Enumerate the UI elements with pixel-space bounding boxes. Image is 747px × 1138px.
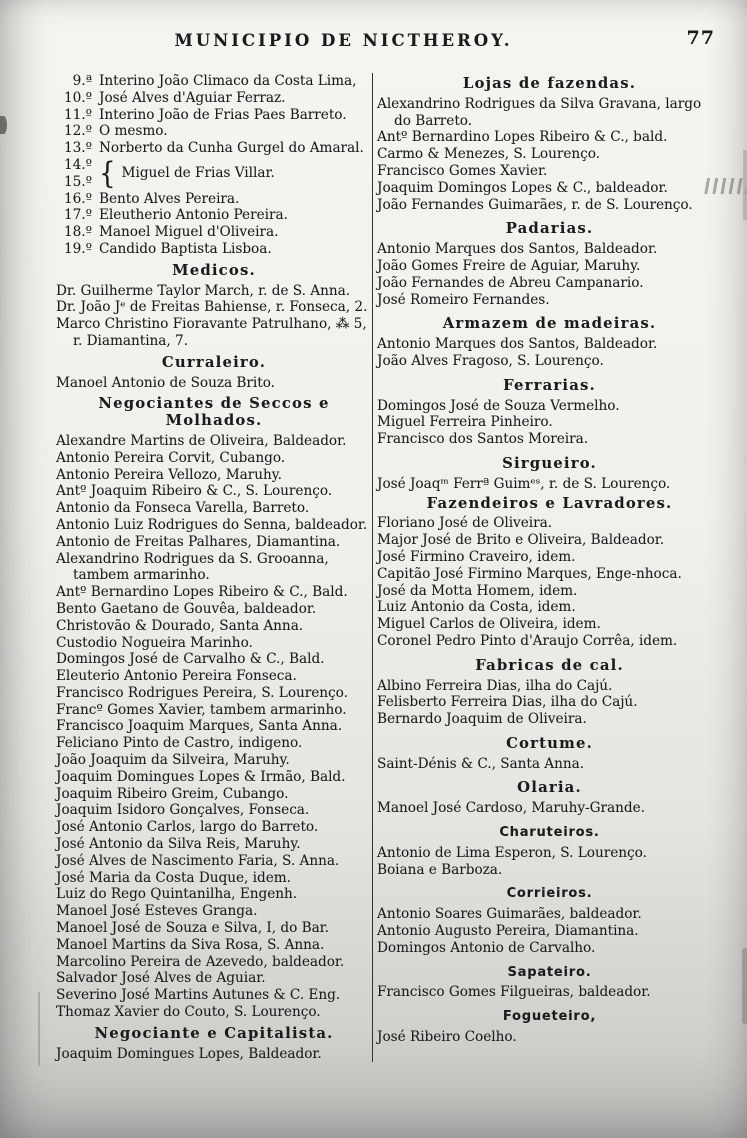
list-entry: Feliciano Pinto de Castro, indigeno. <box>56 735 303 752</box>
list-entry: Christovão & Dourado, Santa Anna. <box>56 617 304 634</box>
list-entry: José Joaqᵐ Ferrª Guimᵉˢ, r. de S. Lourenço. <box>377 475 671 492</box>
section-entries <box>377 515 722 649</box>
list-entry: Miguel Carlos de Oliveira, idem. <box>377 616 601 633</box>
section-heading: Olaria. <box>517 779 582 797</box>
list-entry: Antonio Pereira Corvit, Cubango. <box>56 449 286 466</box>
section-curraleiro <box>56 355 372 392</box>
page-number: 77 <box>686 27 715 49</box>
list-entry: Joaquim Isidoro Gonçalves, Fonseca. <box>56 802 310 819</box>
entry-text: Interino João Climaco da Costa Lima, <box>99 73 357 89</box>
numbered-entry <box>56 241 372 258</box>
list-entry: Alexandrino Rodrigues da S. Grooanna, tambem armarinho. <box>56 550 329 584</box>
entry-number: 15.º <box>63 173 92 190</box>
two-column-layout <box>0 73 747 1062</box>
list-entry: Antonio da Fonseca Varella, Barreto. <box>56 500 310 517</box>
entry-text: Miguel de Frias Villar. <box>121 165 275 182</box>
list-entry: José Firmino Craveiro, idem. <box>377 548 576 565</box>
entry-text: Interino João de Frias Paes Barreto. <box>99 106 347 123</box>
section-heading: Corrieiros. <box>506 886 593 902</box>
list-entry: Thomaz Xavier do Couto, S. Lourenço. <box>56 1004 321 1021</box>
section-heading: Cortume. <box>506 734 593 752</box>
list-entry: Domingos Antonio de Carvalho. <box>377 939 596 956</box>
list-entry: Antonio Soares Guimarães, baldeador. <box>377 906 642 923</box>
entry-number: 17.º <box>63 207 92 224</box>
list-entry: Saint-Dénis & C., Santa Anna. <box>377 755 585 772</box>
section-entries <box>377 398 722 448</box>
list-entry: Dr. Guilherme Taylor March, r. de S. Anna. <box>56 282 351 299</box>
section-cortume <box>377 736 722 773</box>
list-entry: Francisco dos Santos Moreira. <box>377 431 589 448</box>
section-heading: Ferrarias. <box>503 376 596 394</box>
numbered-officials-list <box>56 73 372 258</box>
numbered-entry-group <box>56 157 372 191</box>
list-entry: Floriano José de Oliveira. <box>377 515 553 532</box>
section-entries <box>56 283 372 350</box>
list-entry: Joaquim Ribeiro Greim, Cubango. <box>56 785 289 802</box>
page-header <box>0 0 747 63</box>
list-entry: Luiz do Rego Quintanilha, Engenh. <box>56 886 298 903</box>
list-entry: Francº Gomes Xavier, tambem armarinho. <box>56 701 347 718</box>
list-entry: Manoel Martins da Siva Rosa, S. Anna. <box>56 936 325 953</box>
entry-number: 9.ª <box>72 73 92 89</box>
entry-number: 10.º <box>63 89 92 106</box>
section-sapateiro <box>377 965 722 1002</box>
section-negociantes-seccos-molhados <box>56 396 372 1020</box>
section-negociante-capitalista <box>56 1026 372 1063</box>
section-heading: Sirgueiro. <box>502 454 597 472</box>
entry-number: 14.º <box>63 156 92 173</box>
list-entry: Antonio Luiz Rodrigues do Senna, baldeador. <box>56 516 368 533</box>
list-entry: Manoel José de Souza e Silva, I, do Bar. <box>56 920 329 937</box>
numbered-entry <box>56 73 372 90</box>
numbered-entry <box>56 123 372 140</box>
entry-text: O mesmo. <box>99 123 168 140</box>
section-medicos <box>56 263 372 350</box>
section-fazendeiros-e-lavradores <box>377 496 722 650</box>
entry-text: Manoel Miguel d'Oliveira. <box>99 224 279 241</box>
section-fabricas-de-cal <box>377 658 722 728</box>
section-heading: Negociantes de Seccos e Molhados. <box>98 395 330 430</box>
list-entry: João Fernandes de Abreu Campanario. <box>377 274 644 291</box>
list-entry: Antonio Pereira Vellozo, Maruhy. <box>56 466 282 483</box>
list-entry: José Alves de Nascimento Faria, S. Anna. <box>56 852 340 869</box>
entry-text: Candido Baptista Lisboa. <box>99 240 272 257</box>
list-entry: José Antonio da Silva Reis, Maruhy. <box>56 836 301 853</box>
list-entry: José Antonio Carlos, largo do Barreto. <box>56 819 319 836</box>
list-entry: Felisberto Ferreira Dias, ilha do Cajú. <box>377 694 638 711</box>
section-heading: Lojas de fazendas. <box>462 75 637 92</box>
list-entry: Carmo & Menezes, S. Lourenço. <box>377 146 601 163</box>
list-entry: José Ribeiro Coelho. <box>377 1029 517 1046</box>
list-entry: João Alves Fragoso, S. Lourenço. <box>377 352 604 369</box>
list-entry: Francisco Gomes Xavier. <box>377 162 548 179</box>
section-entries <box>377 906 722 956</box>
list-entry: Antº Bernardino Lopes Ribeiro & C., bald. <box>377 129 668 146</box>
section-ferrarias <box>377 378 722 448</box>
list-entry: José Maria da Costa Duque, idem. <box>56 869 291 886</box>
list-entry: Coronel Pedro Pinto d'Araujo Corrêa, idem. <box>377 632 678 649</box>
list-entry: Custodio Nogueira Marinho. <box>56 634 253 651</box>
section-armazem-de-madeiras <box>377 316 722 369</box>
section-entries <box>56 433 372 1021</box>
section-heading: Armazem de madeiras. <box>442 315 657 333</box>
list-entry: Francisco Gomes Filgueiras, baldeador. <box>377 984 651 1001</box>
list-entry: João Gomes Freire de Aguiar, Maruhy. <box>377 257 641 274</box>
list-entry: Alexandrino Rodrigues da Silva Gravana, largo do Barreto. <box>377 95 702 129</box>
list-entry: Domingos José de Carvalho & C., Bald. <box>56 651 325 668</box>
list-entry: Miguel Ferreira Pinheiro. <box>377 414 553 431</box>
entry-text: Norberto da Cunha Gurgel do Amaral. <box>99 140 364 157</box>
section-entries <box>56 375 372 392</box>
list-entry: João Fernandes Guimarães, r. de S. Lourenço. <box>377 196 693 213</box>
section-entries <box>377 984 722 1001</box>
entry-text: José Alves d'Aguiar Ferraz. <box>99 89 286 106</box>
section-sirgueiro <box>377 456 722 493</box>
numbered-entry <box>56 224 372 241</box>
list-entry: Marco Christino Fioravante Patrulhano, ⁂ 5, r. Diamantina, 7. <box>56 316 367 349</box>
list-entry: José da Motta Homem, idem. <box>377 582 578 599</box>
list-entry: Eleuterio Antonio Pereira Fonseca. <box>56 668 297 685</box>
section-entries <box>377 336 722 370</box>
entry-text: Eleutherio Antonio Pereira. <box>99 207 288 224</box>
list-entry: Dr. João Jᵉ de Freitas Bahiense, r. Fonseca, 2. <box>56 299 368 316</box>
section-entries <box>377 800 722 817</box>
list-entry: Major José de Brito e Oliveira, Baldeador. <box>377 532 665 549</box>
section-heading: Negociante e Capitalista. <box>94 1024 334 1042</box>
section-charuteiros <box>377 825 722 878</box>
section-entries <box>377 845 722 879</box>
entry-text: Bento Alves Pereira. <box>99 190 240 207</box>
numbered-entry <box>56 140 372 157</box>
entry-number: 19.º <box>63 240 92 257</box>
list-entry: Boiana e Barboza. <box>377 861 503 878</box>
entry-numbers <box>56 157 99 191</box>
list-entry: Manoel José Cardoso, Maruhy-Grande. <box>377 800 645 817</box>
list-entry: Francisco Rodrigues Pereira, S. Lourenço. <box>56 684 348 701</box>
entry-number: 12.º <box>63 123 92 140</box>
entry-number: 11.º <box>63 106 92 123</box>
list-entry: Manoel Antonio de Souza Brito. <box>56 374 275 391</box>
list-entry: Antº Joaquim Ribeiro & C., S. Lourenço. <box>56 483 333 500</box>
list-entry: Salvador José Alves de Aguiar. <box>56 970 266 987</box>
brace-glyph: { <box>99 156 116 192</box>
list-entry: Bento Gaetano de Gouvêa, baldeador. <box>56 600 317 617</box>
section-heading: Charuteiros. <box>499 825 600 841</box>
numbered-entry <box>56 207 372 224</box>
left-column <box>56 73 372 1062</box>
list-entry: Alexandre Martins de Oliveira, Baldeador. <box>56 432 347 449</box>
section-heading: Sapateiro. <box>507 964 592 980</box>
list-entry: Luiz Antonio da Costa, idem. <box>377 599 576 616</box>
section-heading: Curraleiro. <box>161 353 267 371</box>
list-entry: Antonio de Freitas Palhares, Diamantina. <box>56 533 341 550</box>
numbered-entry <box>56 191 372 208</box>
entry-number: 16.º <box>63 190 92 207</box>
list-entry: José Romeiro Fernandes. <box>377 291 550 308</box>
list-entry: Severino José Martins Autunes & C. Eng. <box>56 987 341 1004</box>
section-olaria <box>377 780 722 817</box>
section-entries <box>377 241 722 308</box>
list-entry: Bernardo Joaquim de Oliveira. <box>377 711 587 728</box>
section-heading: Fogueteiro, <box>502 1009 597 1025</box>
section-lojas-de-fazendas <box>377 76 722 213</box>
list-entry: Albino Ferreira Dias, ilha do Cajú. <box>377 677 613 694</box>
section-entries <box>377 678 722 728</box>
list-entry: Joaquim Domingos Lopes & C., baldeador. <box>377 179 668 196</box>
list-entry: Francisco Joaquim Marques, Santa Anna. <box>56 718 343 735</box>
list-entry: Joaquim Domingues Lopes & Irmão, Bald. <box>56 768 346 785</box>
list-entry: Domingos José de Souza Vermelho. <box>377 397 620 414</box>
page-title: MUNICIPIO DE NICTHEROY. <box>174 31 513 50</box>
section-corrieiros <box>377 886 722 956</box>
list-entry: Capitão José Firmino Marques, Enge-nhoca. <box>377 565 682 582</box>
list-entry: Joaquim Domingues Lopes, Baldeador. <box>56 1045 322 1062</box>
section-entries <box>377 96 722 214</box>
list-entry: Antº Bernardino Lopes Ribeiro & C., Bald. <box>56 584 348 601</box>
section-heading: Medicos. <box>172 261 256 279</box>
list-entry: Antonio Marques dos Santos, Baldeador. <box>377 336 658 353</box>
section-heading: Padarias. <box>505 220 594 238</box>
section-entries <box>377 476 722 493</box>
section-entries <box>56 1046 372 1063</box>
section-entries <box>377 756 722 773</box>
section-heading: Fazendeiros e Lavradores. <box>426 494 673 512</box>
section-heading: Fabricas de cal. <box>475 656 624 674</box>
section-fogueteiro <box>377 1009 722 1046</box>
list-entry: Antonio de Lima Esperon, S. Lourenço. <box>377 844 647 861</box>
numbered-entry <box>56 90 372 107</box>
list-entry: Manoel José Esteves Granga. <box>56 903 258 920</box>
section-padarias <box>377 221 722 308</box>
list-entry: Antonio Marques dos Santos, Baldeador. <box>377 241 658 258</box>
entry-number: 18.º <box>63 224 92 241</box>
right-column <box>372 73 722 1062</box>
list-entry: Antonio Augusto Pereira, Diamantina. <box>377 923 639 940</box>
section-entries <box>377 1029 722 1046</box>
numbered-entry <box>56 107 372 124</box>
list-entry: Marcolino Pereira de Azevedo, baldeador. <box>56 953 345 970</box>
list-entry: João Joaquim da Silveira, Maruhy. <box>56 752 290 769</box>
entry-number: 13.º <box>63 140 92 157</box>
